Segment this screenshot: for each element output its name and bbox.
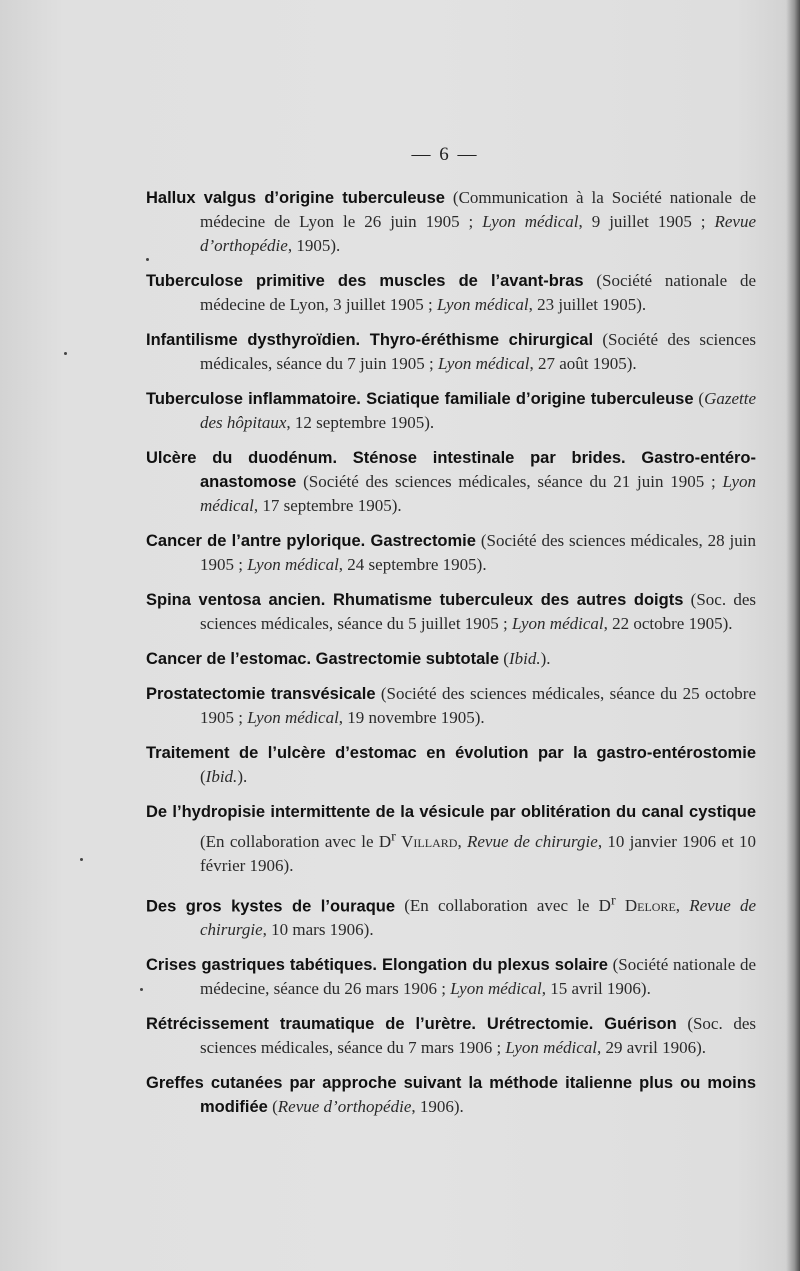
entry-reference: (Société des sciences médicales, séance du 7 juin 1905 ; Lyon médical, 27 août 1905). [200,330,757,373]
entry-reference: (Société des sciences médicales, séance du 25 octobre 1905 ; Lyon médical, 19 novembre 1905). [200,684,756,727]
entry-reference: (Ibid.). [200,767,248,786]
entry-reference: (Gazette des hôpitaux, 12 septembre 1905). [200,389,756,432]
entry-reference: (Soc. des sciences médicales, séance du 7 mars 1906 ; Lyon médical, 29 avril 1906). [200,1014,757,1058]
entry-title: Traitement de l’ulcère d’estomac en évolution par la gastro-entérostomie [146,744,756,762]
bibliography-entry [146,741,756,789]
entry-reference: (En collaboration avec le $D^r$ Villard, Revue de chirurgie, 10 janvier 1906 et 10 février 1906). [200,828,757,875]
entry-title: Des gros kystes de l’ouraque [146,897,396,916]
entry-title: Prostatectomie transvésicale [146,685,376,703]
entry-reference: (Société nationale de médecine de Lyon, 3 juillet 1905 ; Lyon médical, 23 juillet 1905). [200,271,757,314]
bibliography-list [146,186,756,1130]
bibliography-entry [146,446,756,518]
ink-speck [80,858,83,861]
entry-reference: (Communication à la Société nationale de médecine de Lyon le 26 juin 1905 ; Lyon médical, 9 juillet 1905 ; Revue d’orthopédie, 1905). [200,188,757,255]
entry-reference: (Soc. des sciences médicales, séance du 5 juillet 1905 ; Lyon médical, 22 octobre 1905). [200,590,756,633]
entry-title: Crises gastriques tabétiques. Elongation du plexus solaire [146,956,608,975]
entry-reference: (Société des sciences médicales, séance du 21 juin 1905 ; Lyon médical, 17 septembre 1905). [200,472,756,515]
ink-speck [64,352,67,355]
entry-title: Rétrécissement traumatique de l’urètre. Urétrectomie. Guérison [146,1015,677,1034]
page-edge-shadow [786,0,800,1271]
bibliography-entry [146,889,756,943]
bibliography-entry [146,647,756,671]
ink-speck [140,988,143,991]
bibliography-entry [146,387,756,435]
bibliography-entry [146,800,756,878]
entry-reference: (Société nationale de médecine, séance du 26 mars 1906 ; Lyon médical, 15 avril 1906). [200,955,757,999]
bibliography-entry [146,186,756,258]
bibliography-entry [146,588,756,636]
entry-reference: (Ibid.). [503,649,551,668]
entry-title: Tuberculose inflammatoire. Sciatique familiale d’origine tuberculeuse [146,390,694,408]
bibliography-entry [146,682,756,730]
entry-title: Tuberculose primitive des muscles de l’avant-bras [146,272,584,290]
entry-title: Cancer de l’antre pylorique. Gastrectomie [146,532,476,550]
entry-title: Cancer de l’estomac. Gastrectomie subtotale [146,650,500,668]
entry-title: Hallux valgus d’origine tuberculeuse [146,189,445,207]
bibliography-entry [146,953,756,1001]
bibliography-entry [146,1012,756,1060]
entry-title: Spina ventosa ancien. Rhumatisme tuberculeux des autres doigts [146,591,684,609]
page-number: — 6 — [411,144,479,165]
entry-title: Infantilisme dysthyroïdien. Thyro-éréthisme chirurgical [146,331,594,349]
entry-title: Greffes cutanées par approche suivant la méthode italienne plus ou moins modifiée [146,1074,756,1117]
bibliography-entry [146,269,756,317]
bibliography-entry [146,1071,756,1119]
entry-reference: (Revue d’orthopédie, 1906). [272,1097,464,1117]
entry-reference: (Société des sciences médicales, 28 juin 1905 ; Lyon médical, 24 septembre 1905). [200,531,757,574]
bibliography-entry [146,328,756,376]
entry-reference: (En collaboration avec le $D^r$ Delore, Revue de chirurgie, 10 mars 1906). [200,892,757,940]
entry-title: De l’hydropisie intermittente de la vésicule par oblitération du canal cystique [146,803,756,821]
entry-title: Ulcère du duodénum. Sténose intestinale par brides. Gastro-entéro-anastomose [146,449,756,491]
bibliography-entry [146,529,756,577]
